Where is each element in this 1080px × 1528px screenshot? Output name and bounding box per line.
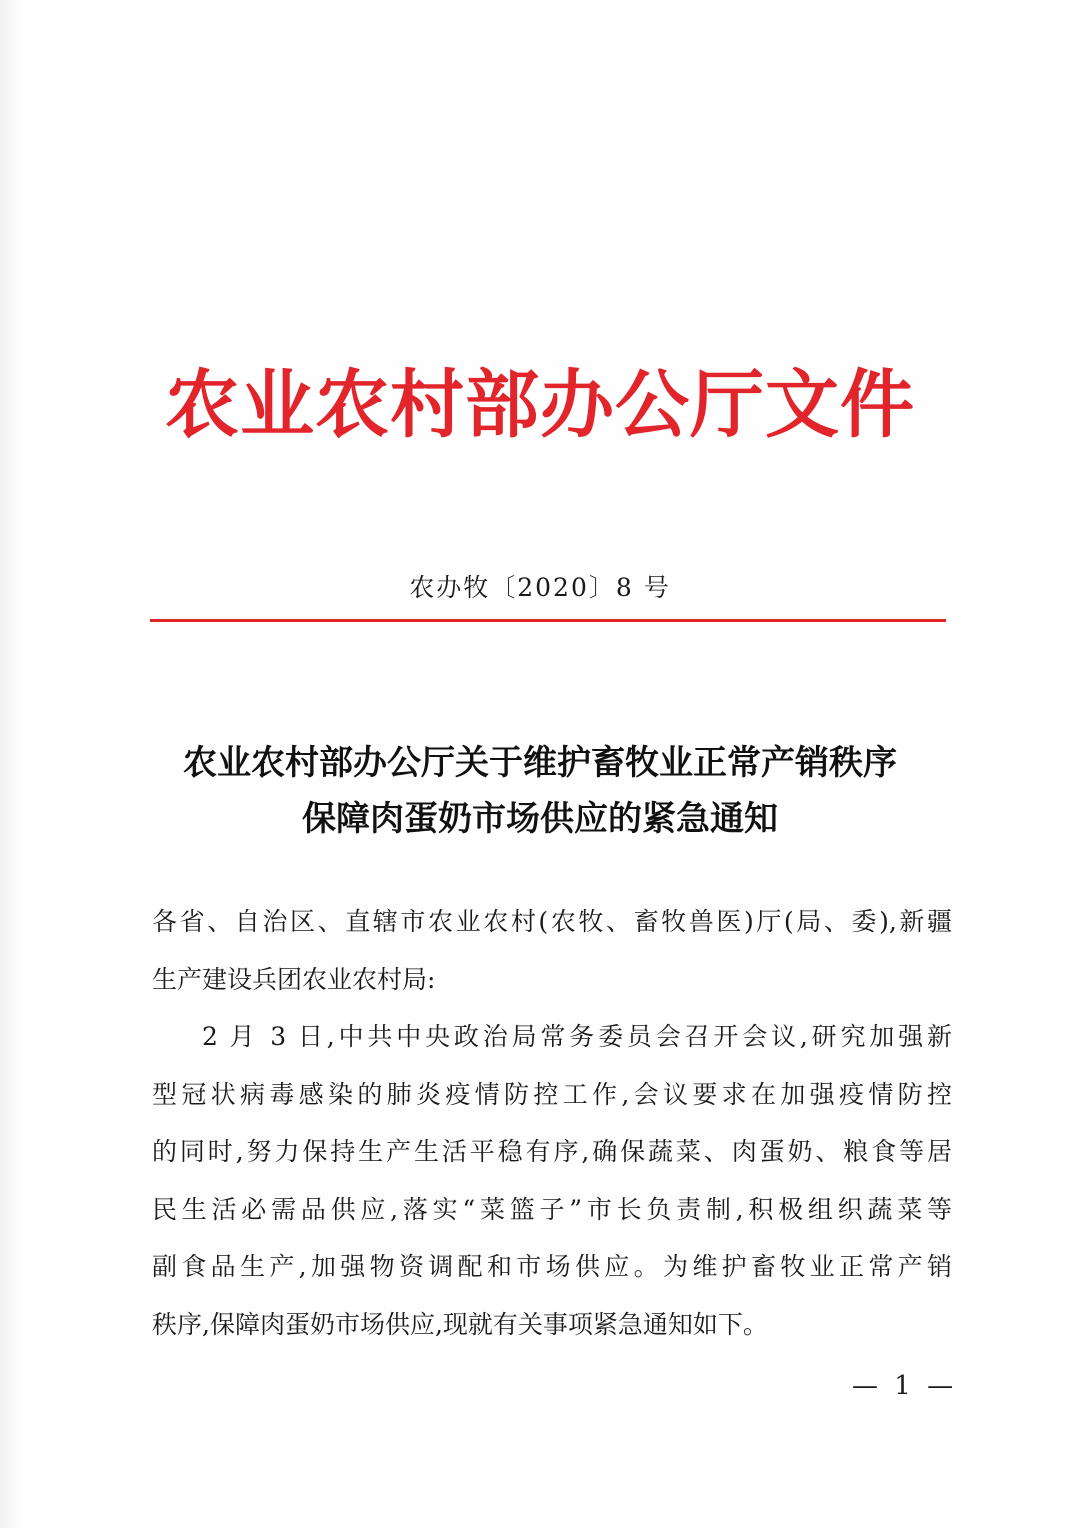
body-line-paragraph: 的同时,努力保持生产生活平稳有序,确保蔬菜、肉蛋奶、粮食等居 <box>152 1137 952 1166</box>
body-line-paragraph: 副食品生产,加强物资调配和市场供应。为维护畜牧业正常产销 <box>152 1252 952 1281</box>
page-number: — 1 — <box>852 1371 958 1401</box>
title-line-2: 保障肉蛋奶市场供应的紧急通知 <box>302 799 778 839</box>
body-line-addressee-1: 各省、自治区、直辖市农业农村(农牧、畜牧兽医)厅(局、委),新疆 <box>152 907 952 936</box>
red-separator-rule <box>150 619 946 622</box>
body-line-paragraph: 民生活必需品供应,落实“菜篮子”市长负责制,积极组织蔬菜等 <box>152 1194 952 1224</box>
body-line-addressee-2: 生产建设兵团农业农村局: <box>152 964 436 994</box>
body-line-paragraph-end: 秩序,保障肉蛋奶市场供应,现就有关事项紧急通知如下。 <box>152 1309 768 1339</box>
document-body <box>152 893 952 1353</box>
document-title <box>0 735 1080 847</box>
issuer-red-header: 农业农村部办公厅文件 <box>165 362 915 448</box>
document-number: 农办牧〔2020〕8 号 <box>409 573 671 602</box>
title-line-1: 农业农村部办公厅关于维护畜牧业正常产销秩序 <box>183 743 897 783</box>
body-line-paragraph: 型冠状病毒感染的肺炎疫情防控工作,会议要求在加强疫情防控 <box>152 1079 952 1109</box>
body-line-paragraph: 2 月 3 日,中共中央政治局常务委员会召开会议,研究加强新 <box>202 1022 952 1051</box>
